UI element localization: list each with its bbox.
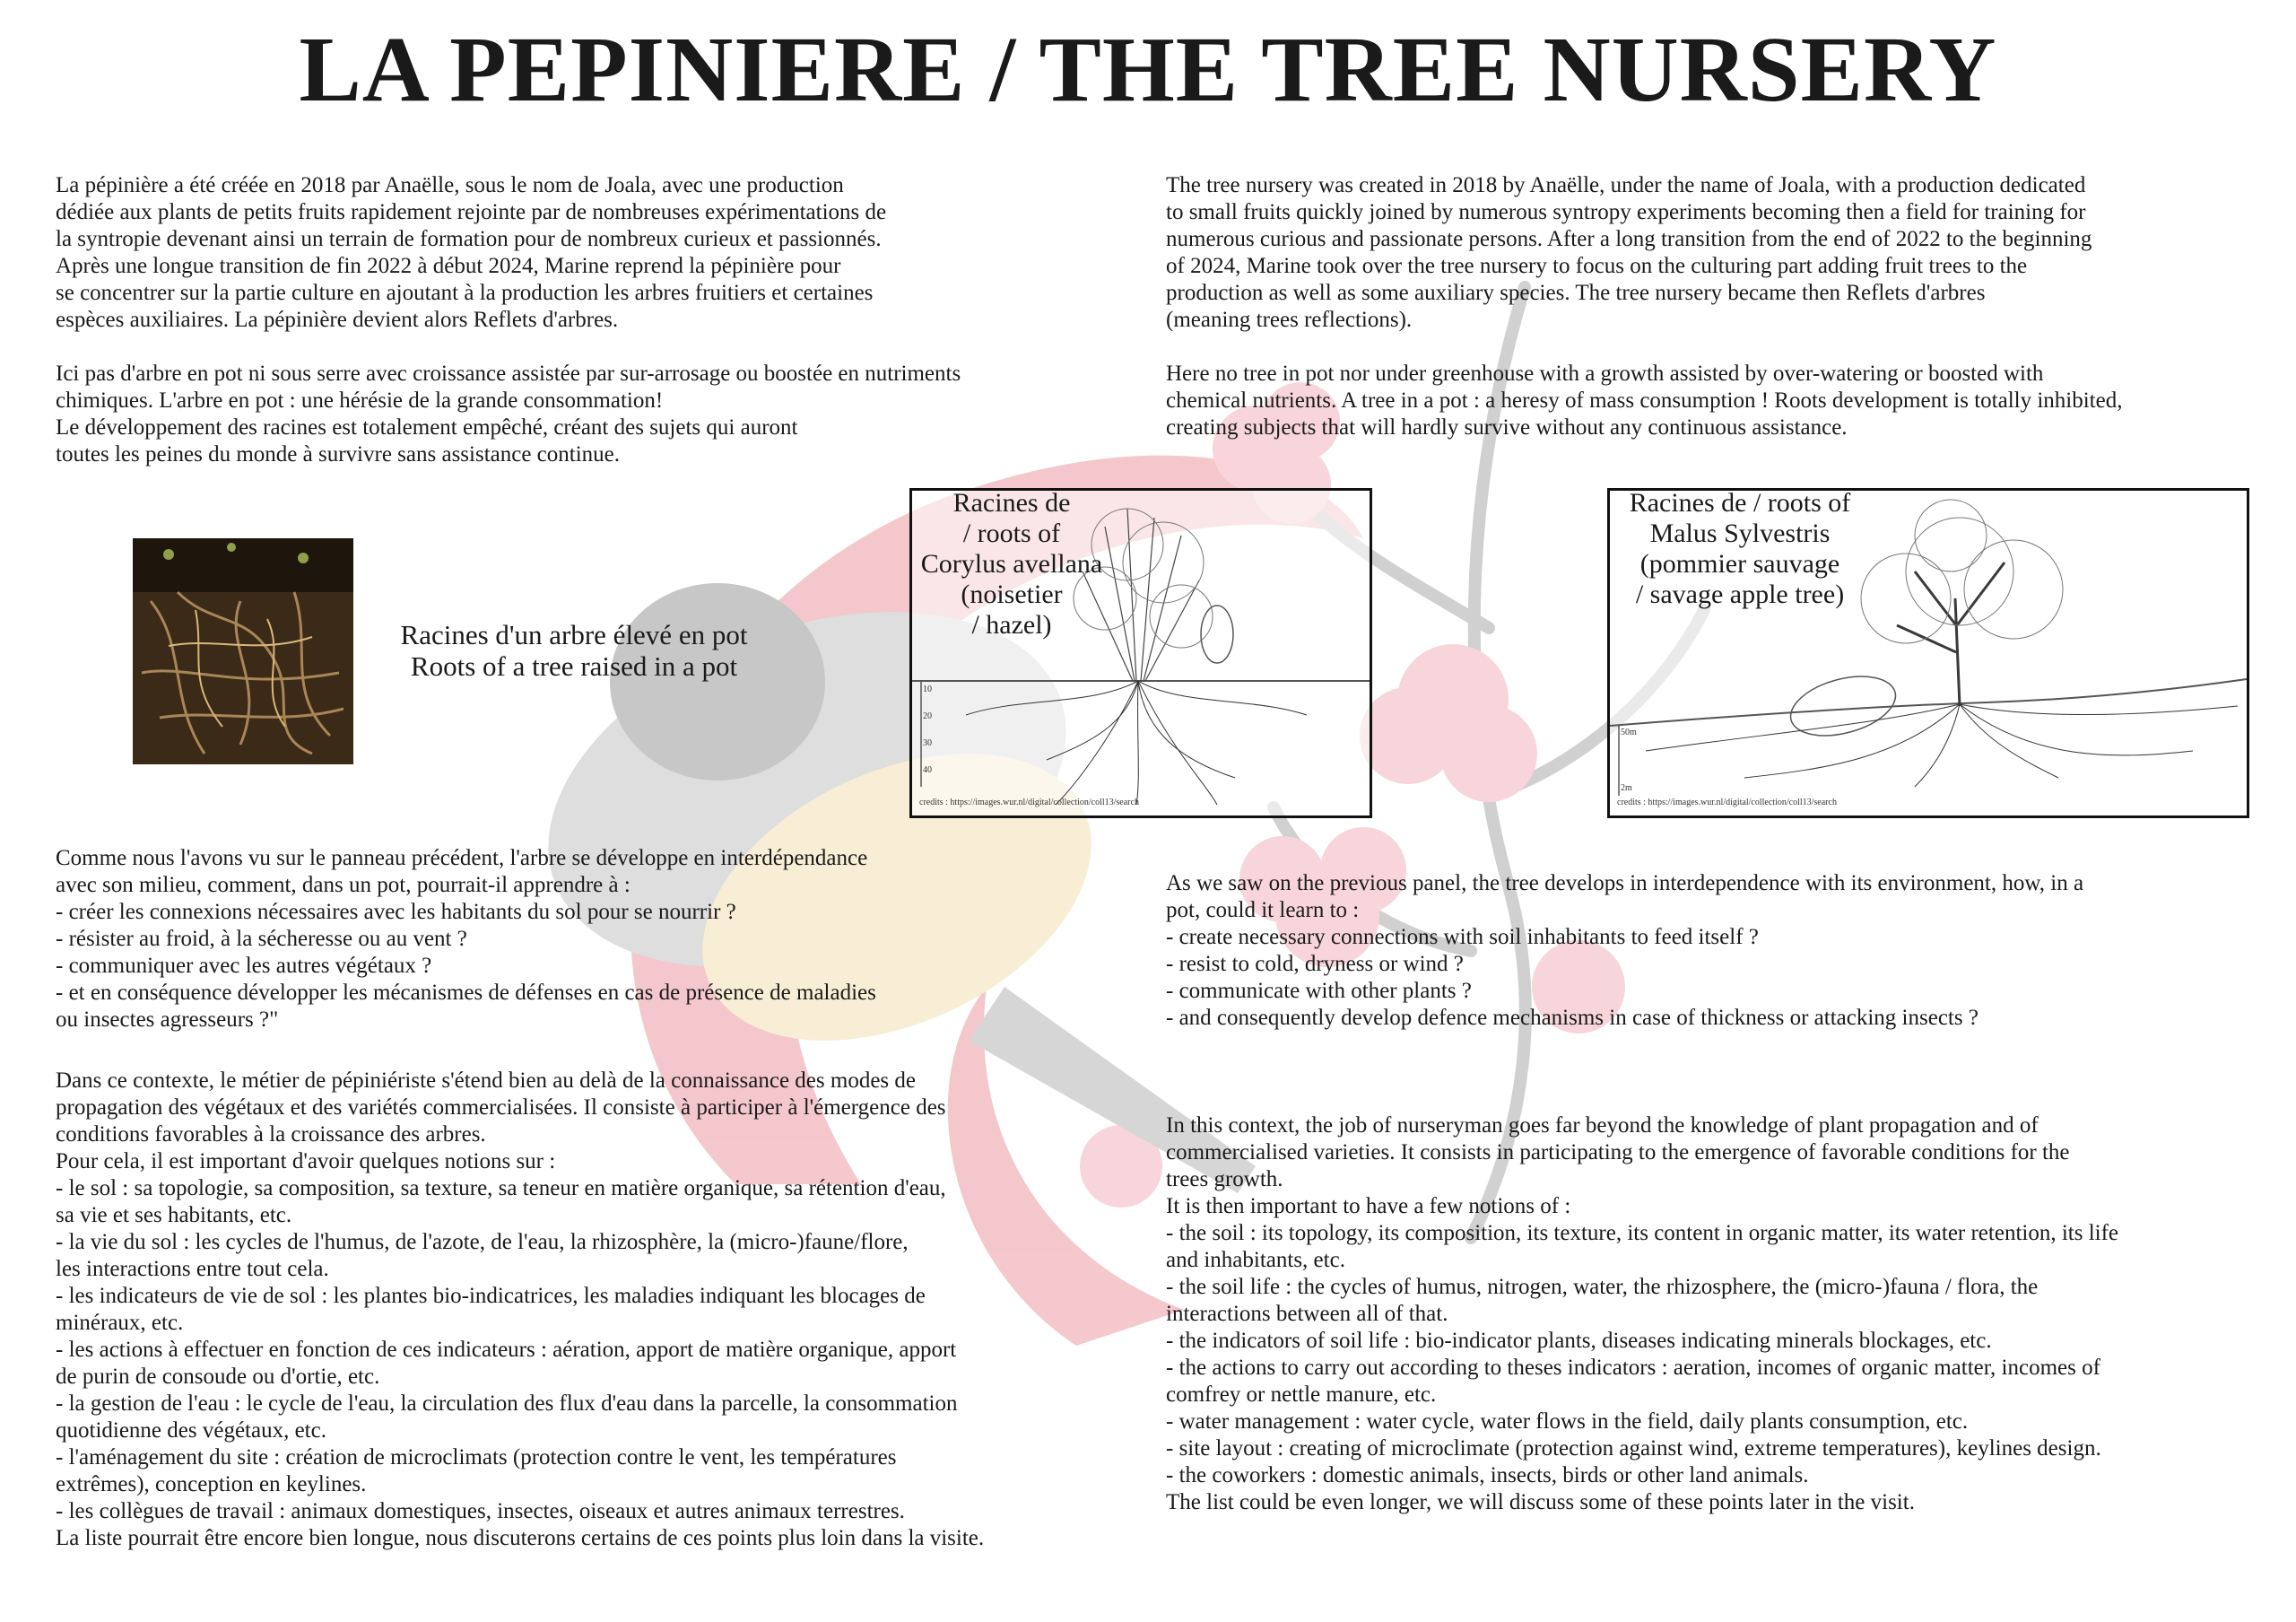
page-title: LA PEPINIERE / THE TREE NURSERY [299,18,1997,121]
malus-scale-label-2: 2m [1621,783,1632,793]
corylus-scale-40: 40 [923,765,932,775]
english-intro-paragraph: The tree nursery was created in 2018 by Anaëlle, under the name of Joala, with a production dedicated to small fruits quickly joined by numerous syntropy experiments becoming then a field for training for numerous curious and passionate persons. After a long transition from the end of 2022 to the beginning of 2024, Marine took over the tree nursery to focus on the culturing part adding fruit trees to the production as well as some auxiliary species. The tree nursery became then Reflets d'arbres (meaning trees reflections). [1166,173,2092,332]
corylus-scale-20: 20 [923,711,932,721]
french-interdependence-paragraph: Comme nous l'avons vu sur le panneau précédent, l'arbre se développe en interdépendance avec son milieu, comment, dans un pot, pourrait-il apprendre à : - créer les connexions nécessaires avec les habitants du sol pour se nourrir ? - résister au froid, à la sécheresse ou au vent ? - communiquer avec les autres végétaux ? - et en conséquence développer les mécanismes de défenses en cas de présence de maladies ou insectes agresseurs ?" [56,846,876,1032]
french-context-paragraph: Dans ce contexte, le métier de pépiniériste s'étend bien au delà de la connaissance des modes de propagation des végétaux et des variétés commercialisées. Il consiste à participer à l'émergence des conditions favorables à la croissance des arbres. Pour cela, il est important d'avoir quelques notions sur : - le sol : sa topologie, sa composition, sa texture, sa teneur en matière organique, sa rétention d'eau, sa vie et ses habitants, etc. - la vie du sol : les cycles de l'humus, de l'azote, de l'eau, la rhizosphère, la (micro-)faune/flore, les interactions entre tout cela. - les indicateurs de vie de sol : les plantes bio-indicatrices, les maladies indiquant les blocages de minéraux, etc. - les actions à effectuer en fonction de ces indicateurs : aération, apport de matière organique, apport de purin de consoude ou d'ortie, etc. - la gestion de l'eau : le cycle de l'eau, la circulation des flux d'eau dans la parcelle, la consommation quotidienne des végétaux, etc. - l'aménagement du site : création de microclimats (protection contre le vent, les températures extrêmes), conception en keylines. - les collègues de travail : animaux domestiques, insectes, oiseaux et autres animaux terrestres. La liste pourrait être encore bien longue, nous discuterons certains de ces points plus loin dans la visite. [56,1068,985,1550]
english-no-pot-paragraph: Here no tree in pot nor under greenhouse with a growth assisted by over-watering or boosted with chemical nutrients. A tree in a pot : a heresy of mass consumption ! Roots development is totally inhibited, creating subjects that will hardly survive without any continuous assistance. [1166,362,2123,440]
malus-figure-title: Racines de / roots of Malus Sylvestris (pommier sauvage / savage apple tree) [1629,488,1851,609]
corylus-figure-title: Racines de / roots of Corylus avellana (noisetier / hazel) [920,488,1103,640]
malus-scale-label-1: 50m [1621,728,1637,737]
french-no-pot-paragraph: Ici pas d'arbre en pot ni sous serre avec croissance assistée par sur-arrosage ou boostée en nutriments chimiques. L'arbre en pot : une hérésie de la grande consommation! Le développement des racines est totalement empêché, créant des sujets qui auront toutes les peines du monde à survivre sans assistance continue. [56,362,961,467]
corylus-credits: credits : https://images.wur.nl/digital/collection/coll13/search [919,798,1139,807]
corylus-scale-10: 10 [923,685,932,694]
corylus-scale-30: 30 [923,738,932,748]
malus-credits: credits : https://images.wur.nl/digital/collection/coll13/search [1617,798,1837,807]
french-intro-paragraph: La pépinière a été créée en 2018 par Anaëlle, sous le nom de Joala, avec une production dédiée aux plants de petits fruits rapidement rejointe par de nombreuses expérimentations de la syntropie devenant ainsi un terrain de formation pour de nombreux curieux et passionnés. Après une longue transition de fin 2022 à début 2024, Marine reprend la pépinière pour se concentrer sur la partie culture en ajoutant à la production les arbres fruitiers et certaines espèces auxiliaires. La pépinière devient alors Reflets d'arbres. [56,173,887,332]
pot-roots-caption: Racines d'un arbre élevé en pot Roots of a tree raised in a pot [400,619,748,682]
english-context-paragraph: In this context, the job of nurseryman goes far beyond the knowledge of plant propagation and of commercialised varieties. It consists in participating to the emergence of favorable conditions for the trees growth. It is then important to have a few notions of : - the soil : its topology, its composition, its texture, its content in organic matter, its water retention, its life and inhabitants, etc. - the soil life : the cycles of humus, nitrogen, water, the rhizosphere, the (micro-)fauna / flora, the interactions between all of that. - the indicators of soil life : bio-indicator plants, diseases indicating minerals blockages, etc. - the actions to carry out according to theses indicators : aeration, incomes of organic matter, incomes of comfrey or nettle manure, etc. - water management : water cycle, water flows in the field, daily plants consumption, etc. - site layout : creating of microclimate (protection against wind, extreme temperatures), keylines design. - the coworkers : domestic animals, insects, birds or other land animals. The list could be even longer, we will discuss some of these points later in the visit. [1166,1113,2119,1514]
potted-roots-photo [133,538,353,764]
english-interdependence-paragraph: As we saw on the previous panel, the tree develops in interdependence with its environment, how, in a pot, could it learn to : - create necessary connections with soil inhabitants to feed itself ? - resist to cold, dryness or wind ? - communicate with other plants ? - and consequently develop defence mechanisms in case of thickness or attacking insects ? [1166,871,2084,1030]
